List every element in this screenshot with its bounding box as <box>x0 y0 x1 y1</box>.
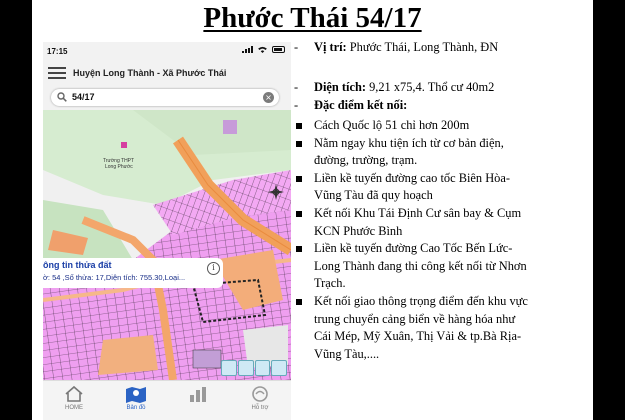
bullet-icon <box>296 246 302 252</box>
map-tool-button[interactable] <box>255 360 271 376</box>
bullet-text: Cái Mép, Mỹ Xuân, Thị Vải & tp.Bà Rịa- <box>314 329 522 344</box>
bullet-icon <box>296 211 302 217</box>
home-icon <box>64 385 84 403</box>
wifi-icon <box>258 46 267 53</box>
search-value: 54/17 <box>72 92 95 102</box>
parcel-info-card[interactable] <box>43 258 223 288</box>
bullet-text: Kết nối Khu Tái Định Cư sân bay & Cụm <box>314 206 522 220</box>
bullet-icon <box>296 141 302 147</box>
map-tool-button[interactable] <box>221 360 237 376</box>
location-value: Phước Thái, Long Thành, ĐN <box>346 40 499 54</box>
map-tool-button[interactable] <box>238 360 254 376</box>
bullet-text: đường, trường, trạm. <box>314 153 418 168</box>
cadastral-map[interactable] <box>43 110 291 380</box>
bullet-text: Cách Quốc lộ 51 chỉ hơn 200m <box>314 118 470 132</box>
status-time: 17:15 <box>47 47 68 56</box>
tab-map-label: Bản đồ <box>126 405 146 411</box>
status-icons <box>242 46 285 53</box>
status-bar <box>43 42 291 60</box>
bullet-text: Liền kề tuyến đường Cao Tốc Bến Lức- <box>314 241 513 256</box>
bullet-text: Vũng Tàu đã quy hoạch <box>314 188 433 203</box>
tab-home-label: HOME <box>65 405 83 411</box>
page-title: Phước Thái 54/17 <box>203 2 422 34</box>
tab-map[interactable] <box>105 381 167 420</box>
map-tool-button[interactable] <box>271 360 287 376</box>
hamburger-menu-icon[interactable] <box>48 67 66 79</box>
parcel-info-title: ông tin thửa đất <box>43 260 112 270</box>
battery-icon <box>272 46 285 53</box>
clear-search-icon[interactable]: × <box>263 92 274 103</box>
phone-screenshot <box>43 42 291 420</box>
bullet-text: Vũng Tàu,.... <box>314 346 380 361</box>
tab-stats[interactable] <box>167 381 229 420</box>
area-label: Diện tích: <box>314 80 366 94</box>
app-bar <box>43 62 291 84</box>
location-label: Vị trí: <box>314 40 347 54</box>
support-icon <box>250 385 270 403</box>
parcel-info-detail: ờ: 54 ,Số thửa: 17,Diện tích: 755.30,Loại... <box>43 273 186 282</box>
search-input[interactable] <box>51 89 279 106</box>
tab-home[interactable] <box>43 381 105 420</box>
map-tools <box>221 360 287 376</box>
bullet-text: KCN Phước Bình <box>314 223 403 238</box>
bullet-text: Nằm ngay khu tiện ích từ cơ bản điện, <box>314 135 504 150</box>
map-pin-icon <box>125 385 147 403</box>
bottom-tab-bar <box>43 380 291 420</box>
svg-text:Long Phước: Long Phước <box>105 164 133 170</box>
bullet-icon <box>296 123 302 129</box>
app-title: Huyện Long Thành - Xã Phước Thái <box>73 68 227 78</box>
bullet-text: Liền kề tuyến đường cao tốc Biên Hòa- <box>314 170 510 185</box>
slide-canvas: Phước Thái 54/17 17:15 Huyện Long Thành - Xã Phước Thái 54/17 × Trường THPT Long Phước ông tin thửa đất ờ: 54 ,Số thửa: 17,Diện tích: 755.30,Loại... i HOME Bản đồ Hỗ trợ - Vị trí: Phước Thái, Long Thành, ĐN - Diện tích: 9,21 x75,4. Thổ cư 40m2 - Đặc điểm kết nối: Cách Quốc lộ 51 chỉ hơn 200m Nằm ngay khu tiện ích từ cơ bản điện, đường, trường, trạm. Liền kề tuyến đường cao tốc Biên Hòa- Vũng Tàu đã quy hoạch Kết nối Khu Tái Định Cư sân bay & Cụm KCN Phước Bình Liền kề tuyến đường Cao Tốc Bến Lức- Long Thành đang thi công kết nối từ Nhơn Trạch. Kết nối giao thông trọng điểm đến khu vực trung chuyển cảng biển về hàng hóa như Cái Mép, Mỹ Xuân, Thị Vải & tp.Bà Rịa- Vũng Tàu,.... <box>32 0 593 420</box>
bullet-icon <box>296 176 302 182</box>
tab-support[interactable] <box>229 381 291 420</box>
bullet-icon <box>296 299 302 305</box>
tab-support-label: Hỗ trợ <box>251 405 269 411</box>
bullet-text: trung chuyển cảng biển về hàng hóa như <box>314 311 516 326</box>
bullet-text: Kết nối giao thông trọng điểm đến khu vực <box>314 294 528 308</box>
bullet-text: Long Thành đang thi công kết nối từ Nhơn <box>314 258 527 273</box>
info-icon[interactable]: i <box>207 262 220 275</box>
bar-chart-icon <box>188 385 208 403</box>
bullet-text: Trạch. <box>314 276 346 291</box>
area-value: 9,21 x75,4. Thổ cư 40m2 <box>365 80 495 94</box>
signal-icon <box>242 46 253 53</box>
search-icon <box>57 92 67 102</box>
features-label: Đặc điểm kết nối: <box>314 98 408 112</box>
map-label-school: Trường THPT <box>103 158 135 164</box>
